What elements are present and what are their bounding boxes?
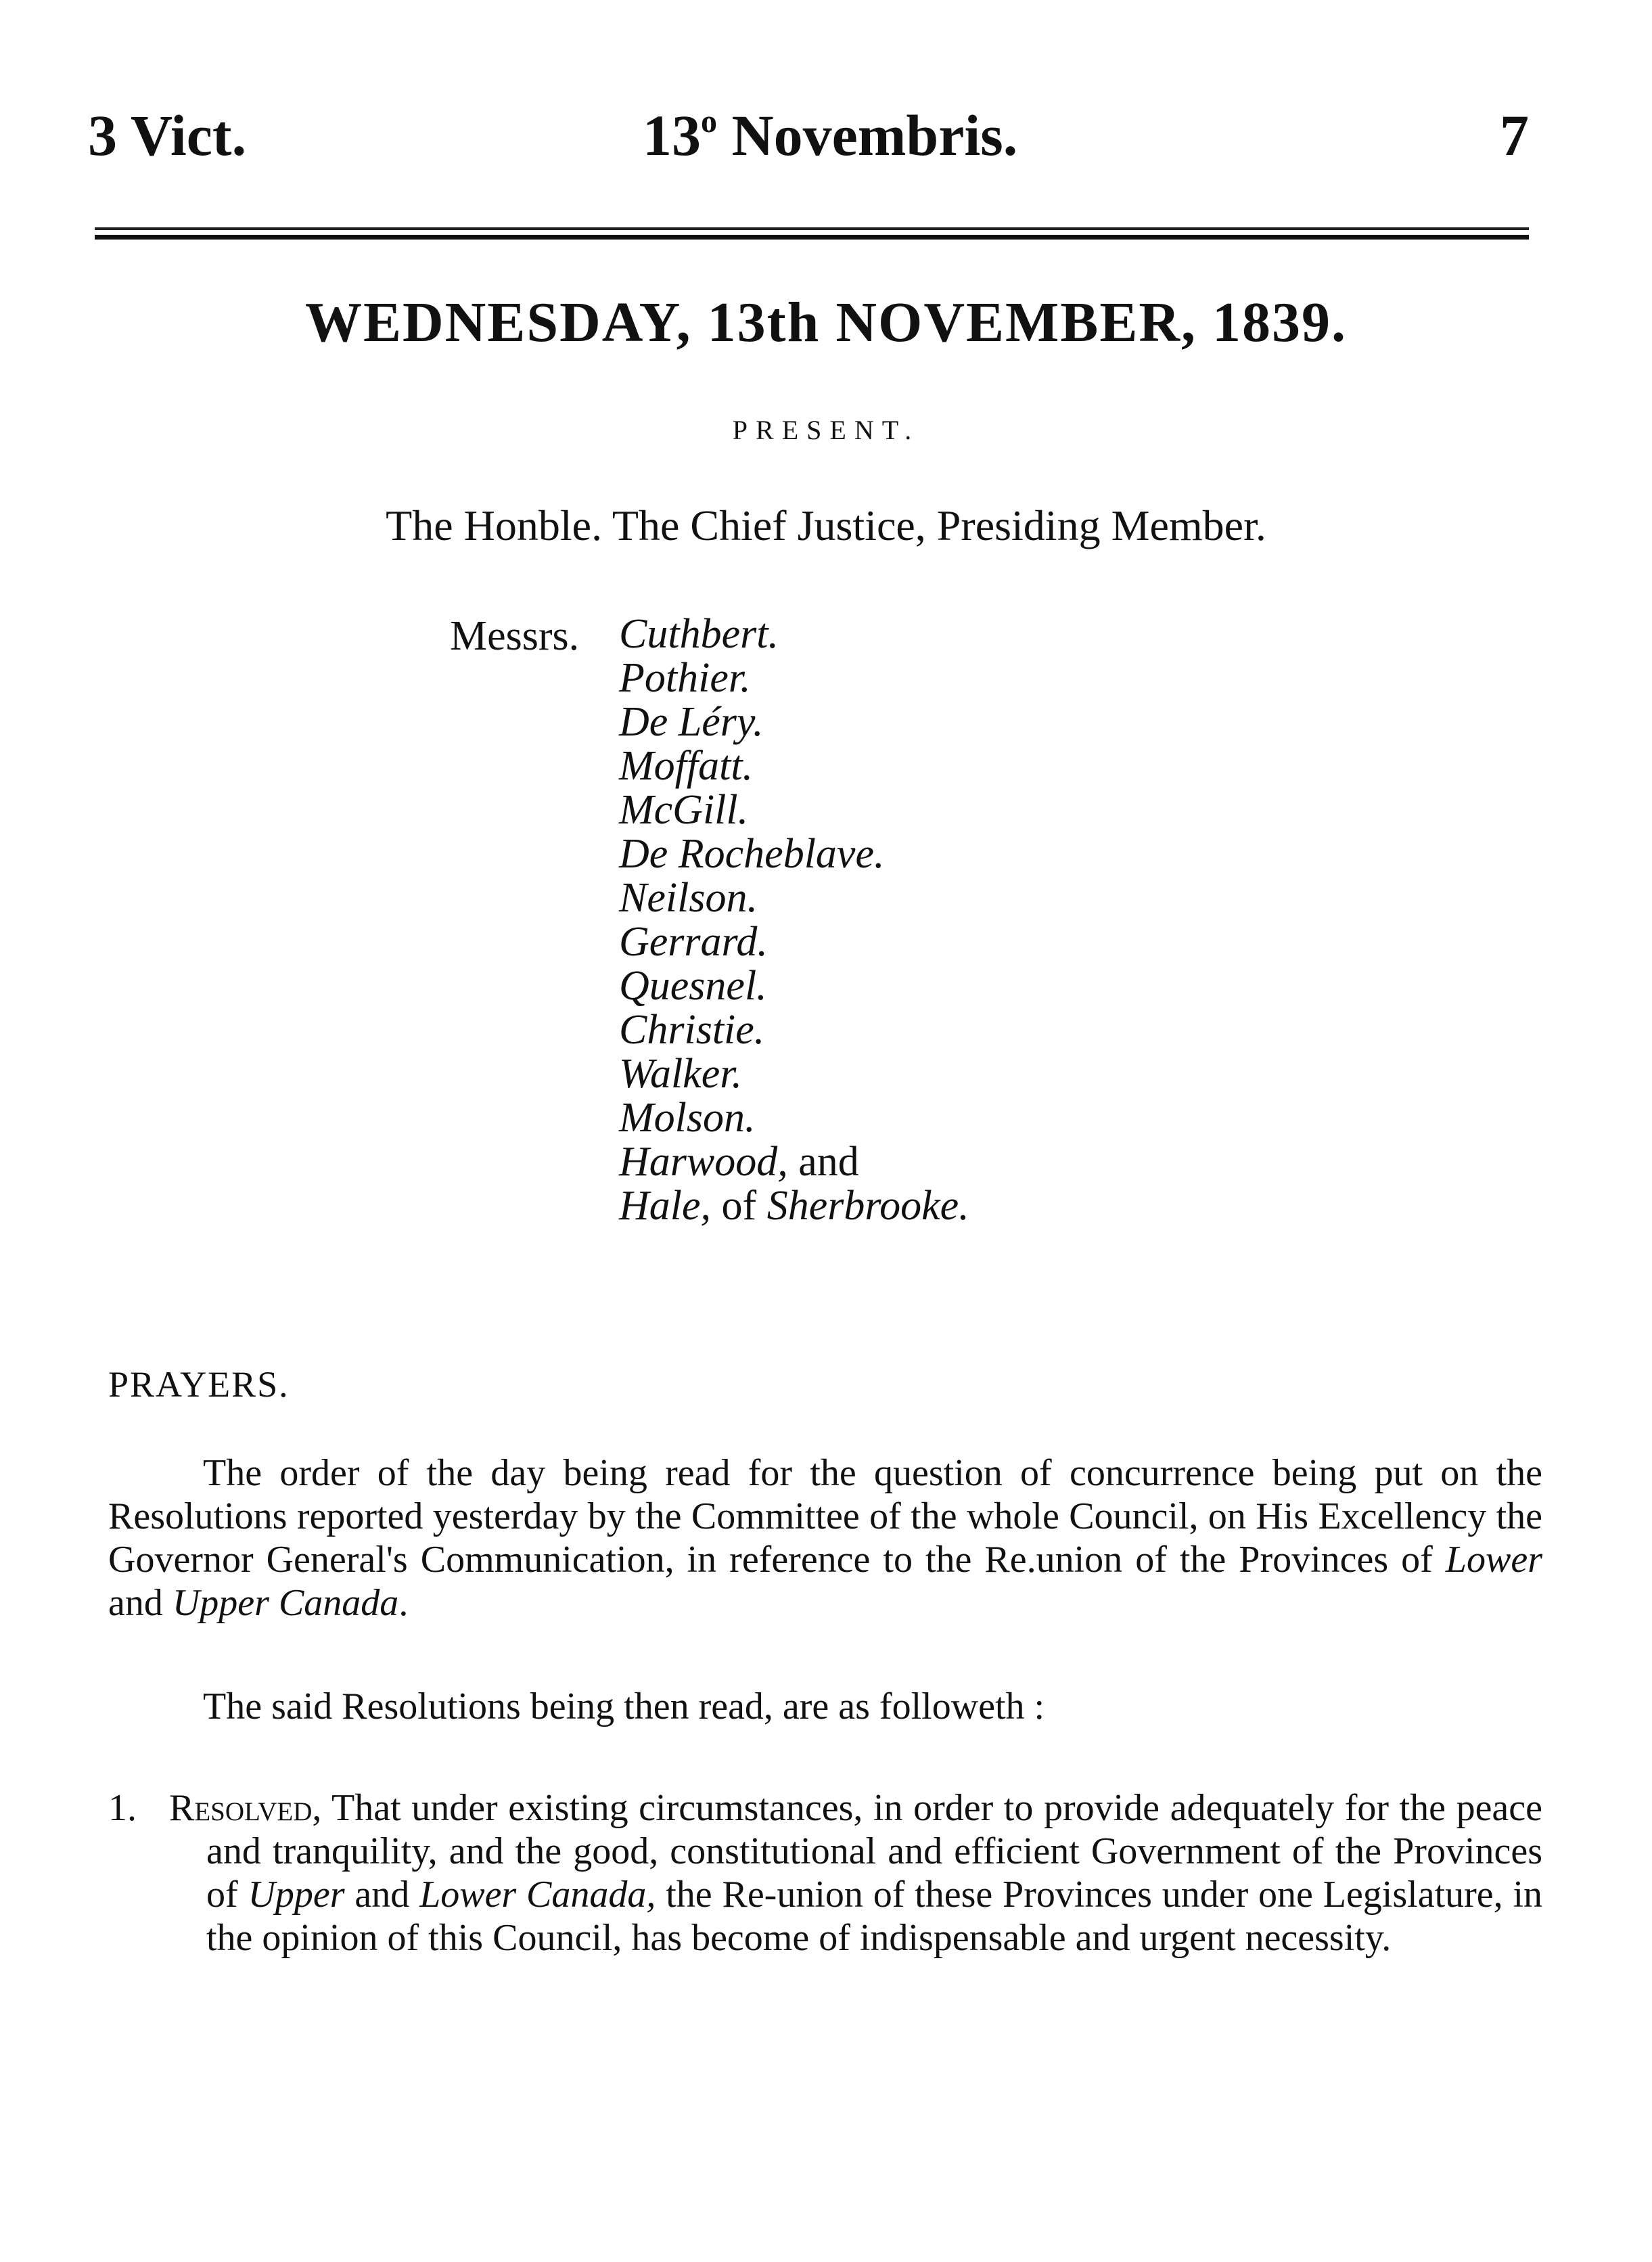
para1-and: and <box>108 1582 173 1624</box>
para1-end: . <box>398 1582 409 1624</box>
resolution-upper: Upper <box>248 1874 345 1916</box>
resolution-text-a: That under existing circumstances, in order to provide adequately for the peace and tranquility, and the good, constitutional and efficient Government of the Provinces of <box>206 1787 1542 1916</box>
harwood-name: Harwood, <box>619 1139 788 1185</box>
member-name-harwood <box>619 1140 969 1184</box>
member-name: De Léry. <box>619 699 764 745</box>
resolutions-read-paragraph: The said Resolutions being then read, are as followeth : <box>203 1686 1045 1727</box>
member-name-hale <box>619 1184 969 1228</box>
resolution-and: and <box>344 1874 420 1916</box>
header-rule-thick <box>95 235 1529 240</box>
running-head <box>88 101 1529 176</box>
member-name: Neilson. <box>619 875 758 921</box>
harwood-and: and <box>787 1139 859 1185</box>
order-of-day-paragraph <box>108 1451 1542 1625</box>
para1-text: The order of the day being read for the question of concurrence being put on the Resolutions reported yesterday by the Committee of the whole Council, on His Excellency the Governor General's Communication, in reference to the Re.union of the Provinces of <box>108 1452 1542 1581</box>
members-list <box>619 612 969 1228</box>
resolution-lower-canada: Lower Canada, <box>419 1874 656 1916</box>
para1-upper-canada: Upper Canada <box>172 1582 399 1624</box>
member-name: Walker. <box>619 1051 742 1097</box>
sitting-date-heading: WEDNESDAY, 13th NOVEMBER, 1839. <box>304 291 1348 354</box>
page-number: 7 <box>1500 103 1529 168</box>
resolution-number: 1. <box>108 1787 137 1829</box>
member-name: Cuthbert. <box>619 611 779 657</box>
para1-lower: Lower <box>1445 1539 1542 1581</box>
resolved-label: Resolved, <box>169 1787 322 1829</box>
messrs-prefix: Messrs. <box>450 613 580 659</box>
header-rule-thin <box>95 227 1529 230</box>
member-name: Moffatt. <box>619 743 754 789</box>
hale-name: Hale, <box>619 1183 712 1229</box>
resolution-1 <box>108 1786 1542 1960</box>
member-name: Molson. <box>619 1095 756 1141</box>
member-name: Quesnel. <box>619 963 767 1009</box>
member-name: De Rocheblave. <box>619 831 885 877</box>
prayers-heading: PRAYERS. <box>108 1364 290 1405</box>
header-day: 13 <box>643 103 701 168</box>
header-month: Novembris. <box>731 103 1018 168</box>
present-label: PRESENT. <box>732 415 920 445</box>
resolution-text-b: the Re-union of these Provinces under one Legislature, in the opinion of this Council, has become of indispensable and urgent necessity. <box>206 1874 1543 1959</box>
member-name: Gerrard. <box>619 919 768 965</box>
member-name: Christie. <box>619 1007 765 1053</box>
member-name: Pothier. <box>619 655 751 701</box>
regnal-year: 3 Vict. <box>88 103 247 168</box>
sherbrooke-place: Sherbrooke. <box>766 1183 969 1229</box>
header-date <box>643 101 1017 169</box>
hale-of: of <box>711 1183 767 1229</box>
member-name: McGill. <box>619 787 749 833</box>
header-day-superscript: o <box>701 104 717 139</box>
presiding-member-line: The Honble. The Chief Justice, Presiding Member. <box>386 501 1266 549</box>
